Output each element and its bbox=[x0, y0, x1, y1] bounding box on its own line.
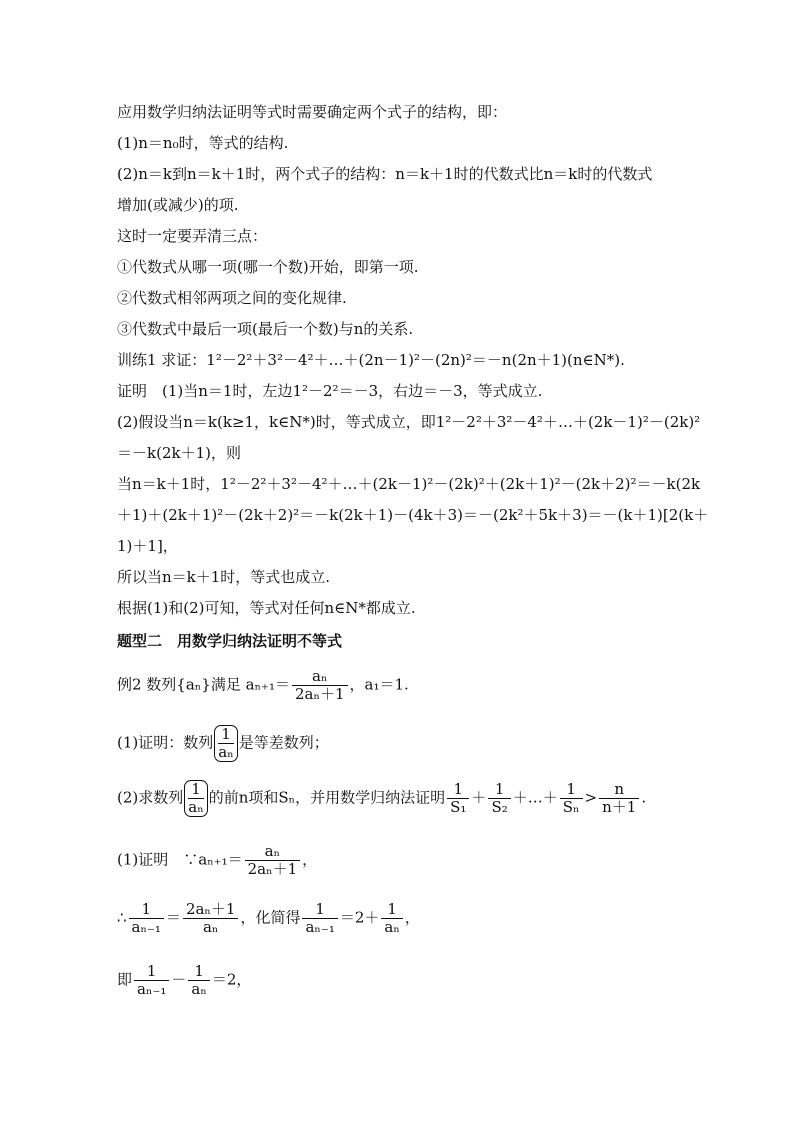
text-line: ③代数式中最后一项(最后一个数)与n的关系. bbox=[117, 320, 414, 338]
initial-condition: ，a₁＝1. bbox=[349, 675, 409, 694]
proof-step-3: 当n＝k＋1时，1²－2²＋3²－4²＋…＋(2k－1)²－(2k)²＋(2k＋1)²－(2k＋2)²＝－k(2k bbox=[117, 475, 701, 493]
proof-step-3-cont: ＋1)＋(2k＋1)²－(2k＋2)²＝－k(2k＋1)－(4k＋3)＝－(2k²＋5k＋3)＝－(k＋1)[2(k＋ bbox=[117, 506, 709, 524]
text-line: (2)n＝k到n＝k＋1时，两个式子的结构：n＝k＋1时的代数式比n＝k时的代数式 bbox=[117, 165, 653, 183]
text-line: 增加(或减少)的项. bbox=[117, 196, 239, 214]
sequence-brace: $\frac{1}{\text{aₙ}}$ bbox=[184, 780, 207, 817]
section-heading: 题型二 用数学归纳法证明不等式 bbox=[117, 632, 343, 650]
proof-line-3: 即 $\frac{1}{\text{aₙ₋₁}}$ － $\frac{1}{\text{aₙ}}$ ＝2， bbox=[117, 962, 252, 998]
proof-line-1: (1)证明 ∵aₙ₊₁＝ $\frac{\text{aₙ}}{\text{2aₙ＋1}}$ ， bbox=[117, 842, 318, 878]
ineq-term-1: $\frac{1}{\text{S₁}}$ bbox=[447, 781, 469, 816]
ineq-rhs: $\frac{n}{n+1}$ bbox=[599, 781, 639, 816]
text-line: (1)n＝n₀时，等式的结构. bbox=[117, 134, 289, 152]
proof-conclusion: 所以当n＝k＋1时，等式也成立. bbox=[117, 568, 331, 586]
text-line: 应用数学归纳法证明等式时需要确定两个式子的结构，即： bbox=[117, 103, 508, 121]
proof-fraction: $\frac{\text{aₙ}}{\text{2aₙ＋1}}$ bbox=[245, 843, 301, 878]
proof-line-2: ∴ $\frac{1}{\text{aₙ₋₁}}$ ＝ $\frac{\text{2aₙ＋1}}{\text{aₙ}}$ ，化简得 $\frac{1}{\text{aₙ₋₁}}$ ＝2＋ $\frac{1}{\text{aₙ}}$ ， bbox=[117, 900, 420, 936]
text-line: 这时一定要弄清三点： bbox=[117, 227, 268, 245]
text-line: ①代数式从哪一项(哪一个数)开始，即第一项. bbox=[117, 258, 419, 276]
proof-step-1: 证明 (1)当n＝1时，左边1²－2²＝－3，右边＝－3，等式成立. bbox=[117, 382, 543, 400]
ineq-term-n: $\frac{1}{\text{Sₙ}}$ bbox=[560, 781, 583, 816]
recurrence-fraction: $\frac{\text{aₙ}}{\text{2aₙ＋1}}$ bbox=[292, 668, 348, 703]
proof-final: 根据(1)和(2)可知，等式对任何n∈N*都成立. bbox=[117, 599, 416, 617]
proof-step-2-cont: ＝－k(2k＋1)，则 bbox=[117, 444, 241, 462]
recurrence-lhs: aₙ₊₁＝ bbox=[245, 675, 290, 694]
example-intro: 例2 数列{aₙ}满足 bbox=[117, 675, 241, 694]
sequence-brace: $\frac{1}{\text{aₙ}}$ bbox=[214, 725, 237, 762]
example-part-2: (2)求数列 $\frac{1}{\text{aₙ}}$ 的前n项和Sₙ，并用数学归纳法证明 $\frac{1}{\text{S₁}}$ ＋ $\frac{1}{\text{S₂}}$ ＋…＋ $\frac{1}{\text{Sₙ}}$ > $\frac{n}{n+1}$ . bbox=[117, 780, 647, 816]
proof-step-2: (2)假设当n＝k(k≥1，k∈N*)时，等式成立，即1²－2²＋3²－4²＋…＋(2k－1)²－(2k)² bbox=[117, 413, 701, 431]
ineq-term-2: $\frac{1}{\text{S₂}}$ bbox=[488, 781, 510, 816]
proof-step-3-end: 1)＋1]， bbox=[117, 537, 178, 555]
example-part-1: (1)证明：数列 $\frac{1}{\text{aₙ}}$ 是等差数列； bbox=[117, 725, 329, 761]
exercise-statement: 训练1 求证：1²－2²＋3²－4²＋…＋(2n－1)²－(2n)²＝－n(2n＋1)(n∈N*). bbox=[117, 351, 625, 369]
text-line: ②代数式相邻两项之间的变化规律. bbox=[117, 289, 347, 307]
example-statement bbox=[117, 668, 409, 703]
